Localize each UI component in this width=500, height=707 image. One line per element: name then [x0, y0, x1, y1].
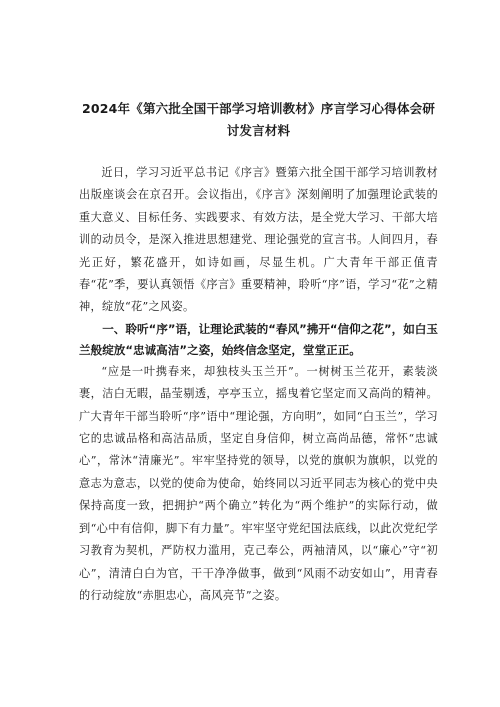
section-heading-1: 一、聆听“序”语，让理论武装的“春风”拂开“信仰之花”，如白玉兰般绽放“忠诚高洁”之姿，始终信念坚定，堂堂正正。	[79, 321, 438, 357]
intro-paragraph: 近日，学习习近平总书记《序言》暨第六批全国干部学习培训教材出版座谈会在京召开。会议指出，《序言》深刻阐明了加强理论武装的重大意义、目标任务、实践要求、有效方法，是全党大学习、干部大培训的动员令，是深入推进思想建党、理论强党的宣言书。人间四月，春光正好，繁花盛开，如诗如画，尽显生机。广大青年干部正值青春“花”季，要认真领悟《序言》重要精神，聆听“序”语，学习“花”之精神，绽放“花”之风姿。	[79, 166, 438, 314]
section-paragraph-1: “应是一叶携春来，却独枝头玉兰开”。一树树玉兰花开，素装淡裹，洁白无暇，晶莹剔透，亭亭玉立，摇曳着它坚定而又高尚的精神。广大青年干部当聆听“序”语中“理论强，方向明”，如同“白玉兰”，学习它的忠诚品格和高洁品质，坚定自身信仰，树立高尚品德，常怀“忠诚心”，常沐“清廉光”。牢牢坚持党的领导，以党的旗帜为旗帜，以党的意志为意志，以党的使命为使命，始终同以习近平同志为核心的党中央保持高度一致，把拥护“两个确立”转化为“两个维护”的实际行动，做到“心中有信仰，脚下有力量”。牢牢坚守党纪国法底线，以此次党纪学习教育为契机，严防权力滥用，克己奉公，两袖清风，以“廉心”守“初心”，清清白白为官，干干净净做事，做到“风雨不动安如山”，用青春的行动绽放“赤胆忠心，高风亮节”之姿。	[79, 364, 438, 602]
document-title: 2024年《第六批全国干部学习培训教材》序言学习心得体会研讨发言材料	[81, 101, 436, 138]
